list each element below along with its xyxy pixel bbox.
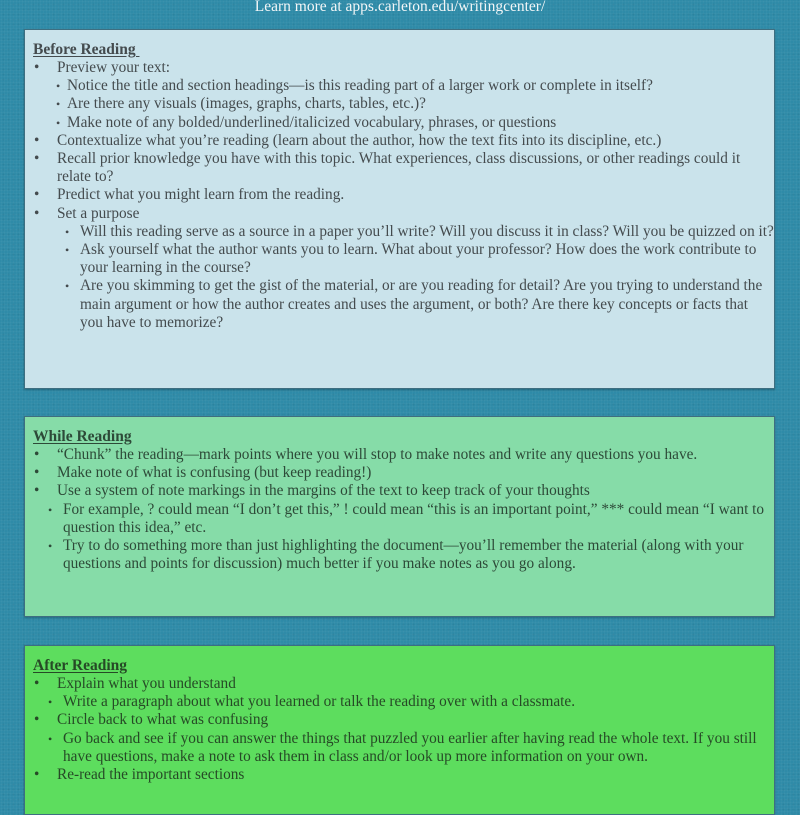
sub-list-item: • Make note of any bolded/underlined/italicized vocabulary, phrases, or questions <box>56 114 774 132</box>
list-item: • Contextualize what you’re reading (learn about the author, how the text fits into its discipline, etc.) <box>33 132 774 150</box>
list-item: • Re-read the important sections <box>33 766 774 784</box>
after-reading-heading: After Reading <box>33 657 127 674</box>
list-item: • “Chunk” the reading—mark points where you will stop to make notes and write any questions you have. <box>33 446 774 464</box>
list-item: • Make note of what is confusing (but keep reading!) <box>33 464 774 482</box>
sub-list-item: • Try to do something more than just highlighting the document—you’ll remember the material (along with your questions and points for discussion) much better if you make notes as you go along. <box>48 537 774 573</box>
list-item: • Predict what you might learn from the reading. <box>33 186 774 204</box>
list-item <box>33 205 774 332</box>
before-reading-heading: Before Reading <box>33 41 140 58</box>
sub-list <box>48 501 774 574</box>
writing-center-link[interactable]: Learn more at apps.carleton.edu/writingcenter/ <box>254 0 546 15</box>
sub-list-item: • Go back and see if you can answer the things that puzzled you earlier after having read the whole text. If you still have questions, make a note to ask them in class and/or look up more information on your own. <box>48 730 774 766</box>
list-item-text: Set a purpose <box>57 204 140 222</box>
list-item-text: Preview your text: <box>57 59 171 76</box>
list-item <box>33 675 774 711</box>
list-item: • Recall prior knowledge you have with this topic. What experiences, class discussions, or other readings could it relate to? <box>33 150 774 186</box>
sub-list-item: • Ask yourself what the author wants you to learn. What about your professor? How does the work contribute to your learning in the course? <box>65 241 774 277</box>
sub-list <box>56 77 774 132</box>
sub-list-item: • Write a paragraph about what you learned or talk the reading over with a classmate. <box>48 693 774 711</box>
list-item <box>33 482 774 573</box>
list-item-text: Circle back to what was confusing <box>57 711 269 729</box>
sub-list-item: • Will this reading serve as a source in a paper you’ll write? Will you discuss it in class? Will you be quizzed on it? <box>65 223 774 241</box>
list-item-text: Use a system of note markings in the margins of the text to keep track of your thoughts <box>57 482 590 500</box>
sub-list <box>57 223 774 332</box>
while-reading-list <box>33 446 774 573</box>
list-item <box>33 59 774 132</box>
sub-list-item: • Are there any visuals (images, graphs, charts, tables, etc.)? <box>56 95 774 113</box>
after-reading-panel <box>24 645 775 815</box>
while-reading-panel <box>24 416 775 617</box>
sub-list-item: • Are you skimming to get the gist of the material, or are you reading for detail? Are you trying to understand the main argument or how the author creates and uses the argument, or both? Are there key concepts or facts that you have to memorize? <box>65 277 774 332</box>
sub-list <box>48 730 774 766</box>
list-item <box>33 711 774 766</box>
sub-list-item: • Notice the title and section headings—is this reading part of a larger work or complete in itself? <box>56 77 774 95</box>
sub-list <box>48 693 774 711</box>
list-item-text: Explain what you understand <box>57 675 236 692</box>
while-reading-heading: While Reading <box>33 428 132 445</box>
after-reading-list <box>33 675 774 784</box>
sub-list-item: • For example, ? could mean “I don’t get this,” ! could mean “this is an important point,” *** could mean “I want to question this idea,” etc. <box>48 501 774 537</box>
before-reading-panel <box>24 29 775 389</box>
before-reading-list <box>33 59 774 332</box>
